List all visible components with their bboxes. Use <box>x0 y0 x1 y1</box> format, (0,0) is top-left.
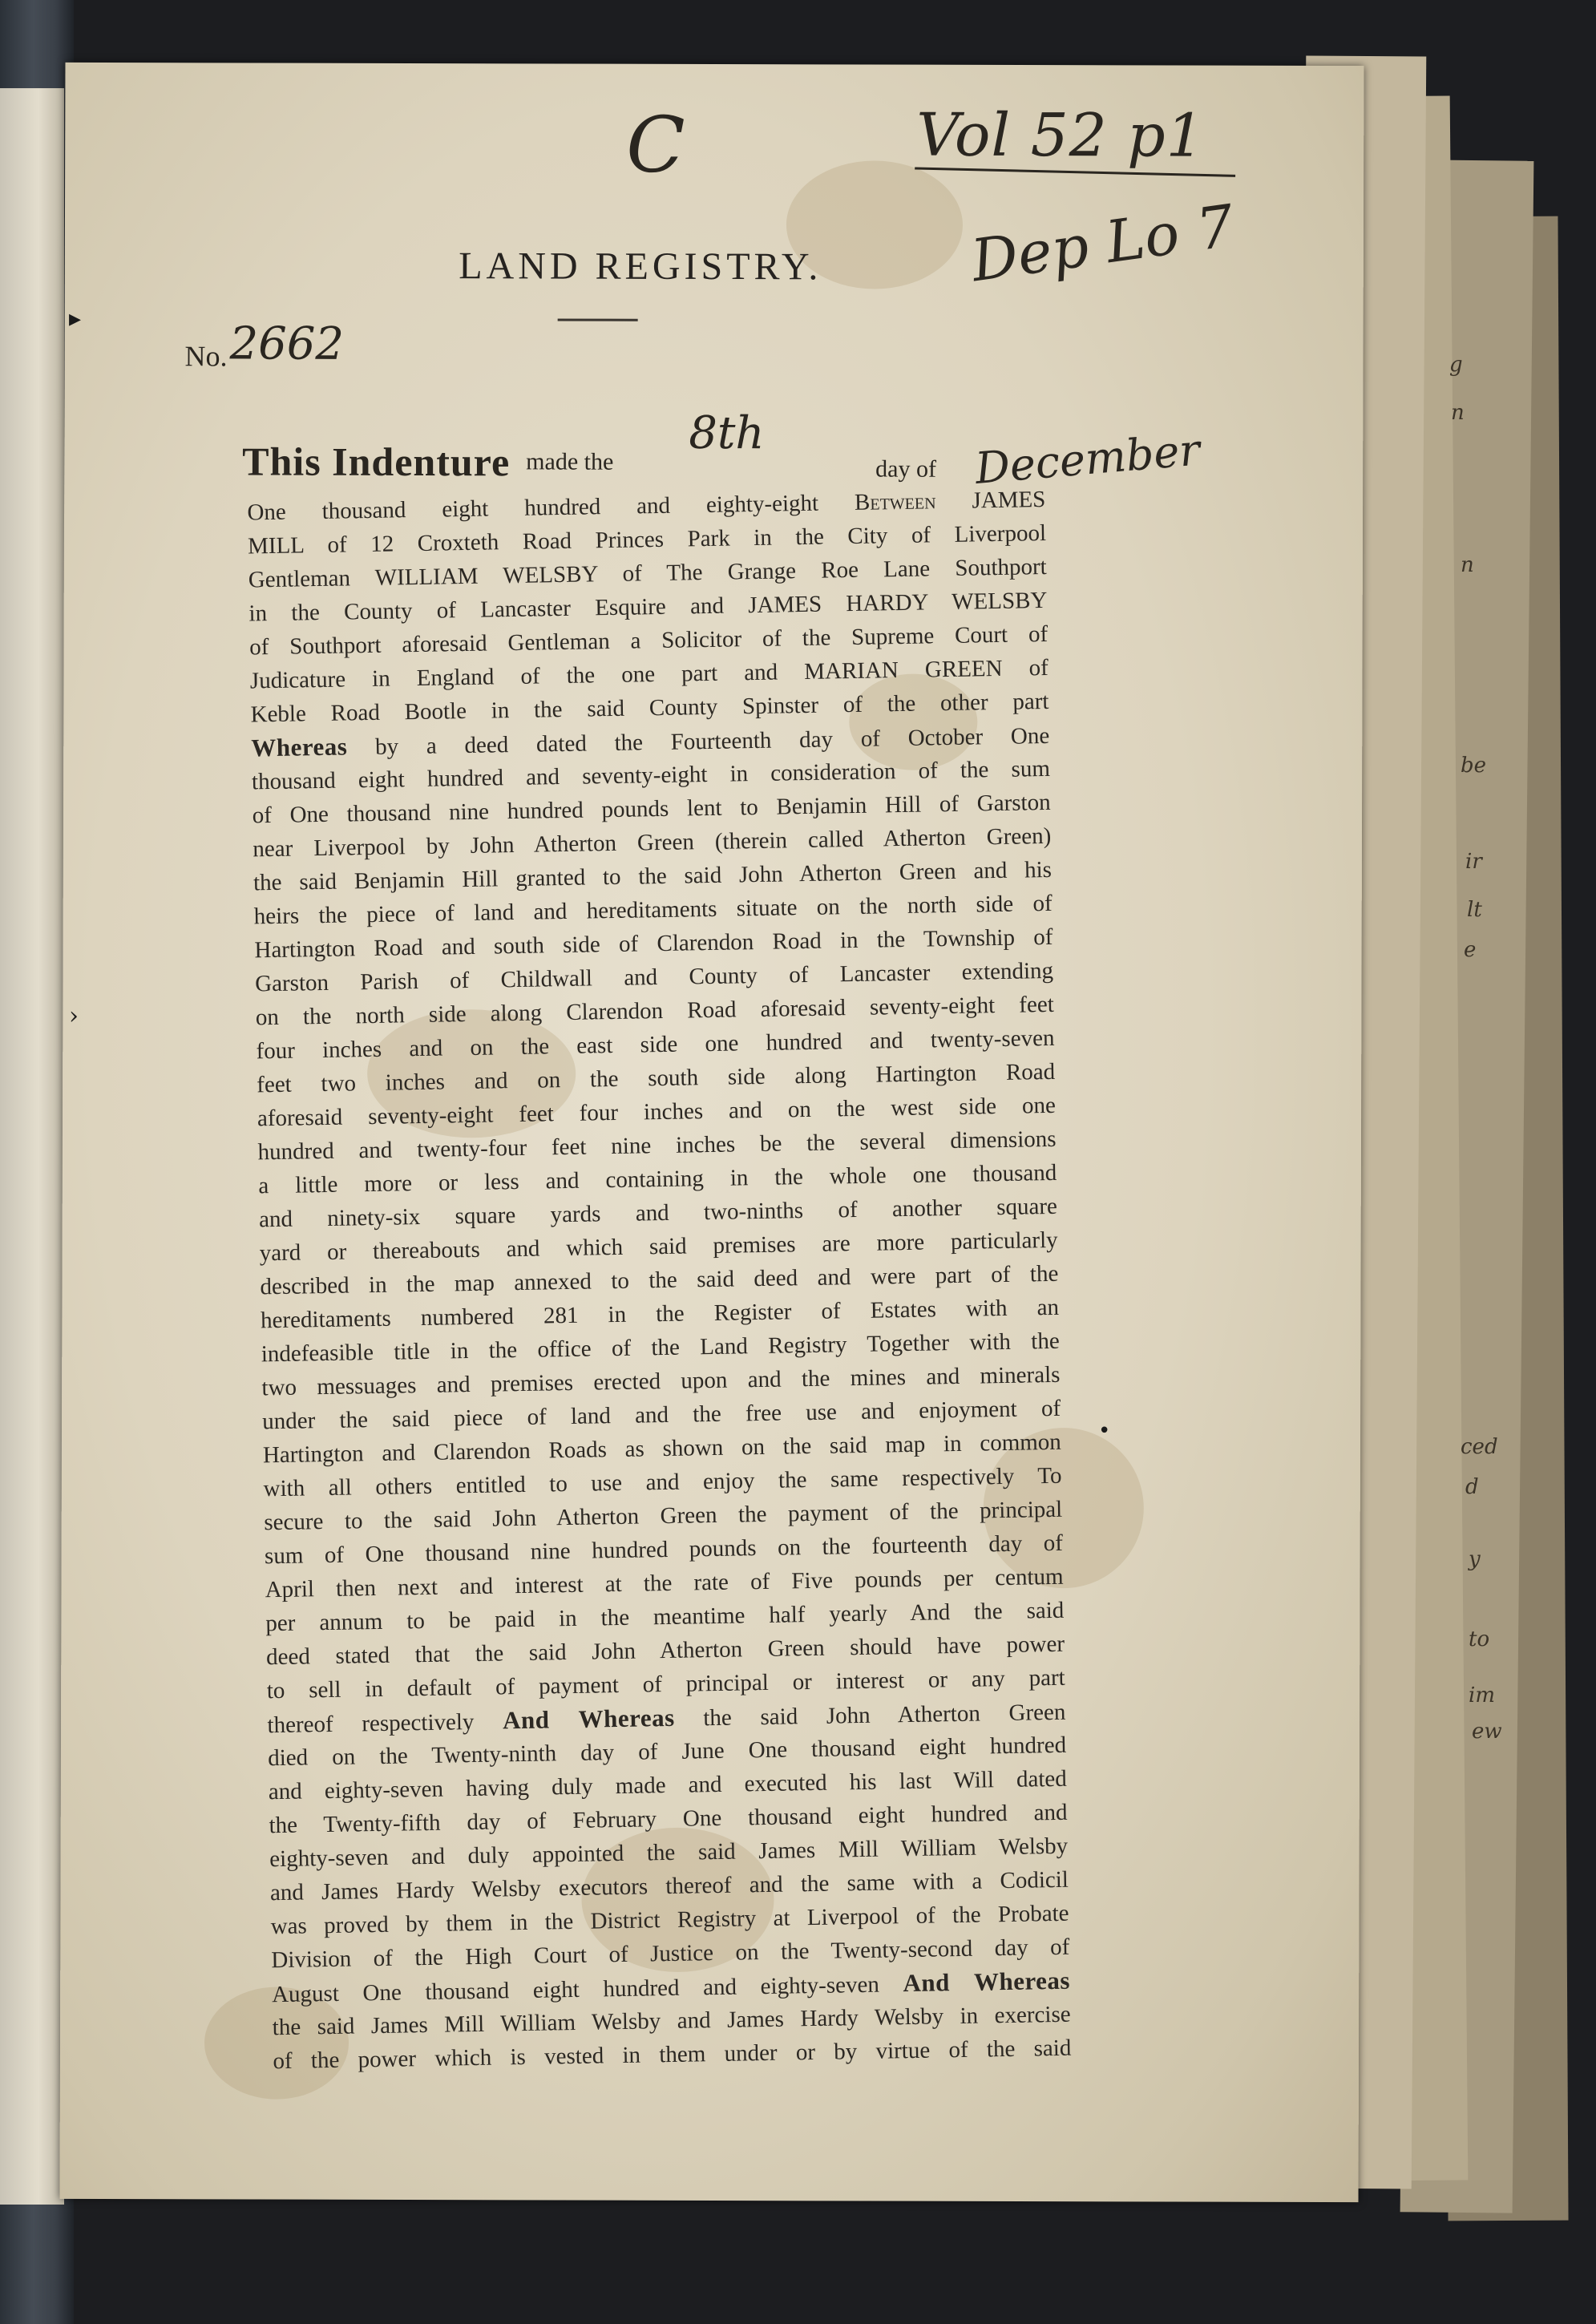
deed-text-run: One thousand eight hundred and eighty-eight <box>247 489 855 526</box>
deed-text-run: JAMES <box>935 486 1046 515</box>
document-title: LAND REGISTRY. <box>459 245 822 289</box>
deed-text-run: of the power which is vested in them under or by virtue of the said <box>273 2035 1072 2075</box>
deed-text-run: four inches and on the east side one hundred and twenty-seven <box>256 1025 1055 1065</box>
underlying-text-fragment: be <box>1461 754 1487 778</box>
underlying-text-fragment: im <box>1469 1683 1495 1708</box>
deed-text-run: of Southport aforesaid Gentleman a Solicitor of the Supreme Court of <box>248 620 1049 661</box>
title-rule <box>558 318 638 321</box>
blackletter-keyword: And Whereas <box>502 1703 675 1735</box>
deed-text-run: with all others entitled to use and enjoy the same respectively To <box>263 1462 1062 1502</box>
underlying-text-fragment: e <box>1464 938 1477 962</box>
deed-text-run: of One thousand nine hundred pounds lent to Benjamin Hill of Garston <box>252 789 1051 829</box>
deed-text-run: in the County of Lancaster Esquire and JAMES HARDY WELSBY <box>248 587 1048 627</box>
deed-text-run: eighty-seven and duly appointed the said James Mill William Welsby <box>269 1833 1069 1873</box>
deed-text-run: MILL of 12 Croxteth Road Princes Park in the City of Liverpool <box>247 519 1047 560</box>
handwritten-volume-ref: Vol 52 p1 <box>916 100 1205 171</box>
deed-text-run: the said John Atherton Green <box>674 1699 1066 1732</box>
deed-text-run: two messuages and premises erected upon and the mines and minerals <box>261 1361 1061 1401</box>
blackletter-keyword: And Whereas <box>903 1966 1071 1998</box>
deed-text-run: indefeasible title in the office of the Land Registry Together with the <box>261 1328 1060 1368</box>
deed-text-run: Hartington and Clarendon Roads as shown on the said map in common <box>262 1429 1062 1469</box>
deed-text-run: was proved by them in the District Registry at Liverpool of the Probate <box>270 1900 1069 1940</box>
deed-text-run: died on the Twenty-ninth day of June One thousand eight hundred <box>267 1732 1067 1772</box>
underlying-text-fragment: y <box>1469 1547 1481 1571</box>
deed-text-run: Gentleman WILLIAM WELSBY of The Grange Roe Lane Southport <box>248 553 1047 593</box>
deed-text-run: the said Benjamin Hill granted to the said John Atherton Green and his <box>253 856 1053 896</box>
deed-text-run: thereof respectively <box>267 1708 503 1739</box>
deed-text-run: hundred and twenty-four feet nine inches be the several dimensions <box>257 1126 1057 1166</box>
registry-number: 2662 <box>229 317 345 370</box>
underlying-text-fragment: n <box>1451 401 1465 425</box>
deed-text-run: a little more or less and containing in the whole one thousand <box>258 1159 1057 1199</box>
deed-text-run: under the said piece of land and the free use and enjoyment of <box>261 1395 1061 1435</box>
underlying-text-fragment: d <box>1465 1475 1479 1499</box>
underlying-text-fragment: lt <box>1467 898 1482 922</box>
deed-text-run: and eighty-seven having duly made and executed his last Will dated <box>268 1765 1068 1805</box>
deed-text-run: deed stated that the said John Atherton Green should have power <box>265 1631 1065 1671</box>
deed-text-run: to sell in default of payment of principal or interest or any part <box>266 1664 1065 1704</box>
deed-text-run: thousand eight hundred and seventy-eight in consideration of the sum <box>251 755 1051 795</box>
deed-text-run: Judicature in England of the one part and MARIAN GREEN of <box>249 654 1049 694</box>
deed-text-run: April then next and interest at the rate of Five pounds per centum <box>265 1563 1064 1603</box>
made-the-text: made the <box>526 448 614 475</box>
deed-text-run: Keble Road Bootle in the said County Spinster of the other part <box>250 688 1049 728</box>
deed-page <box>60 63 1364 2202</box>
deed-text-run: and James Hardy Welsby executors thereof and the same with a Codicil <box>269 1866 1069 1906</box>
deed-text-run: secure to the said John Atherton Green the payment of the principal <box>264 1496 1063 1536</box>
day-of-text: day of <box>875 455 937 483</box>
deed-text-run: near Liverpool by John Atherton Green (therein called Atherton Green) <box>253 822 1052 863</box>
deed-text-run: Hartington Road and south side of Clarendon Road in the Township of <box>254 924 1053 964</box>
handwritten-month: December <box>973 424 1202 494</box>
underlying-text-fragment: n <box>1461 553 1474 577</box>
deed-text-run: Garston Parish of Childwall and County of Lancaster extending <box>254 957 1054 997</box>
deed-text-run: on the north side along Clarendon Road aforesaid seventy-eight feet <box>255 991 1054 1031</box>
underlying-text-fragment: ir <box>1465 850 1482 874</box>
deed-text-run: described in the map annexed to the said deed and were part of the <box>260 1260 1059 1300</box>
this-indenture-heading: This Indenture <box>242 439 511 485</box>
underlying-text-fragment: g <box>1449 353 1463 377</box>
deed-text-run: Division of the High Court of Justice on the Twenty-second day of <box>271 1934 1070 1974</box>
deed-text-run: heirs the piece of land and hereditaments situate on the north side of <box>253 890 1053 930</box>
arrow-marker-icon: › <box>69 1002 79 1030</box>
deed-text-run: hereditaments numbered 281 in the Register of Estates with an <box>260 1294 1060 1334</box>
deed-text-run: August One thousand eight hundred and eighty-seven <box>271 1971 903 2008</box>
number-label: No. <box>184 340 228 373</box>
deed-text-run: the Twenty-fifth day of February One thousand eight hundred and <box>269 1799 1068 1839</box>
blackletter-keyword: Whereas <box>251 732 348 762</box>
deed-text-run: by a deed dated the Fourteenth day of October One <box>347 722 1050 761</box>
underlying-text-fragment: ew <box>1472 1720 1502 1744</box>
facing-page-edge <box>0 88 64 2205</box>
deed-body-text <box>247 483 1072 2078</box>
deed-text-run: yard or thereabouts and which said premises are more particularly <box>259 1227 1058 1267</box>
handwritten-deposit-note: Dep Lo 7 <box>967 192 1238 295</box>
arrow-marker-icon: ▸ <box>69 305 82 333</box>
deed-text-run: sum of One thousand nine hundred pounds on the fourteenth day of <box>264 1530 1064 1570</box>
underlying-text-fragment: ced <box>1461 1435 1498 1459</box>
deed-text-run: aforesaid seventy-eight feet four inches and on the west side one <box>257 1092 1057 1132</box>
small-caps-keyword: Between <box>854 488 936 515</box>
deed-text-run: the said James Mill William Welsby and James Hardy Welsby in exercise <box>272 2001 1071 2041</box>
handwritten-day: 8th <box>689 406 765 460</box>
deed-text-run: feet two inches and on the south side along Hartington Road <box>256 1058 1056 1098</box>
deed-text-run: per annum to be paid in the meantime half yearly And the said <box>265 1597 1065 1637</box>
handwritten-letter: C <box>626 99 685 190</box>
ink-dot-icon: • <box>1098 1419 1111 1443</box>
underlying-text-fragment: to <box>1469 1627 1490 1651</box>
deed-text-run: and ninety-six square yards and two-ninths of another square <box>258 1193 1058 1233</box>
